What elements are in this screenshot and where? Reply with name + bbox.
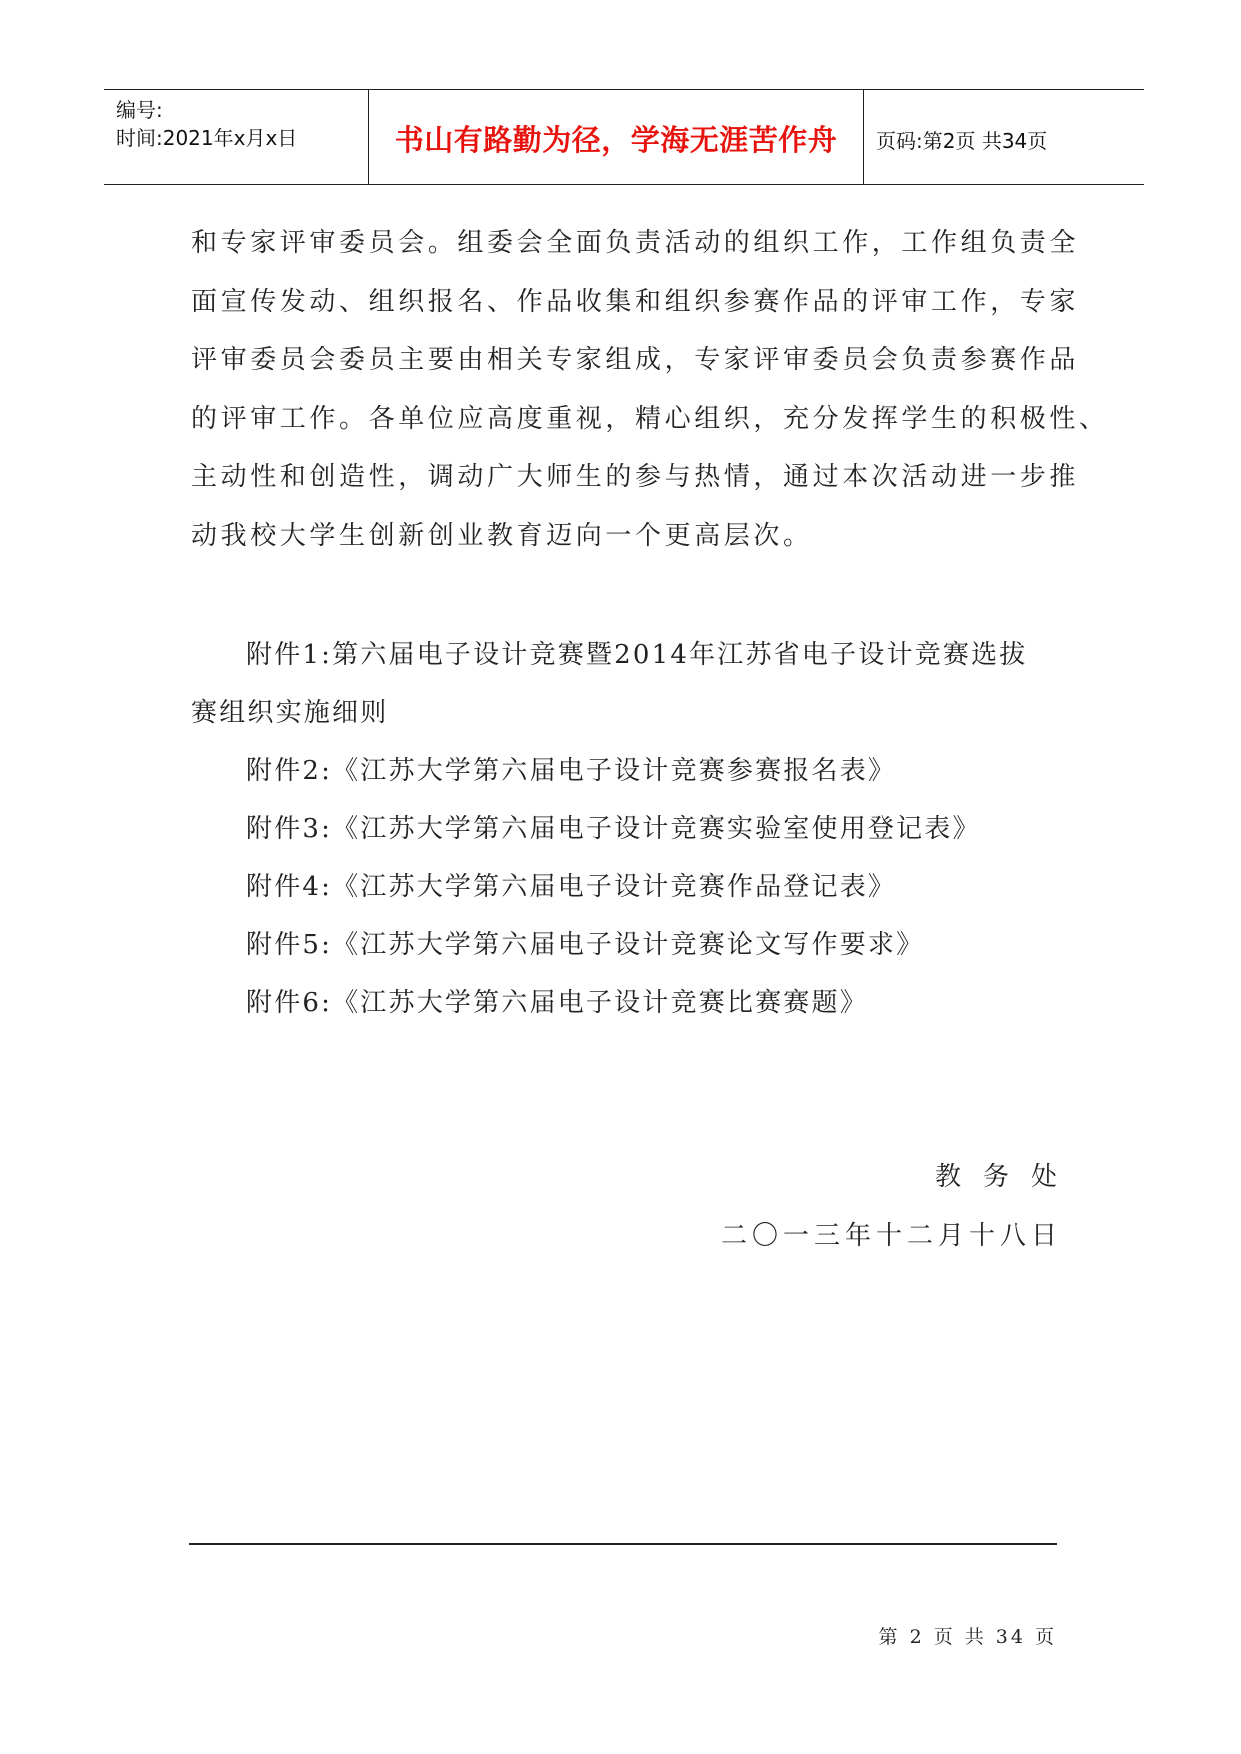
paragraph-line: 评审委员会委员主要由相关专家组成，专家评审委员会负责参赛作品	[191, 345, 1080, 375]
paragraph-line: 和专家评审委员会。组委会全面负责活动的组织工作，工作组负责全	[191, 228, 1080, 258]
footer-page-number: 第 2 页 共 34 页	[878, 1626, 1057, 1648]
signature-date: 二〇一三年十二月十八日	[720, 1221, 1062, 1251]
document-time-label: 时间:2021年x月x日	[116, 126, 298, 150]
header-info-cell	[104, 90, 368, 184]
paragraph-line: 主动性和创造性，调动广大师生的参与热情，通过本次活动进一步推	[191, 462, 1080, 492]
header-motto: 书山有路勤为径，学海无涯苦作舟	[394, 123, 838, 157]
attachment-item-5: 附件5:《江苏大学第六届电子设计竞赛论文写作要求》	[246, 930, 925, 960]
attachment-item-3: 附件3:《江苏大学第六届电子设计竞赛实验室使用登记表》	[246, 814, 981, 844]
signature-office: 教务处	[934, 1162, 1079, 1192]
attachment-item-1-cont: 赛组织实施细则	[191, 698, 389, 728]
body-paragraph	[191, 214, 1109, 565]
header-page-cell	[864, 90, 1144, 184]
paragraph-line: 的评审工作。各单位应高度重视，精心组织，充分发挥学生的积极性、	[191, 403, 1109, 434]
paragraph-line: 面宣传发动、组织报名、作品收集和组织参赛作品的评审工作，专家	[191, 286, 1080, 317]
document-number-label: 编号:	[116, 98, 163, 122]
attachment-item-2: 附件2:《江苏大学第六届电子设计竞赛参赛报名表》	[246, 756, 897, 786]
header-page-number: 页码:第2页 共34页	[876, 129, 1048, 153]
attachment-item-1: 附件1:第六届电子设计竞赛暨2014年江苏省电子设计竞赛选拔	[246, 640, 1028, 670]
page-header	[104, 89, 1144, 185]
attachment-item-4: 附件4:《江苏大学第六届电子设计竞赛作品登记表》	[246, 872, 897, 902]
paragraph-line: 动我校大学生创新创业教育迈向一个更高层次。	[191, 520, 813, 551]
header-motto-cell	[368, 90, 864, 184]
footer-divider	[189, 1543, 1057, 1545]
attachment-item-6: 附件6:《江苏大学第六届电子设计竞赛比赛赛题》	[246, 988, 868, 1018]
attachment-list	[191, 626, 1057, 1032]
